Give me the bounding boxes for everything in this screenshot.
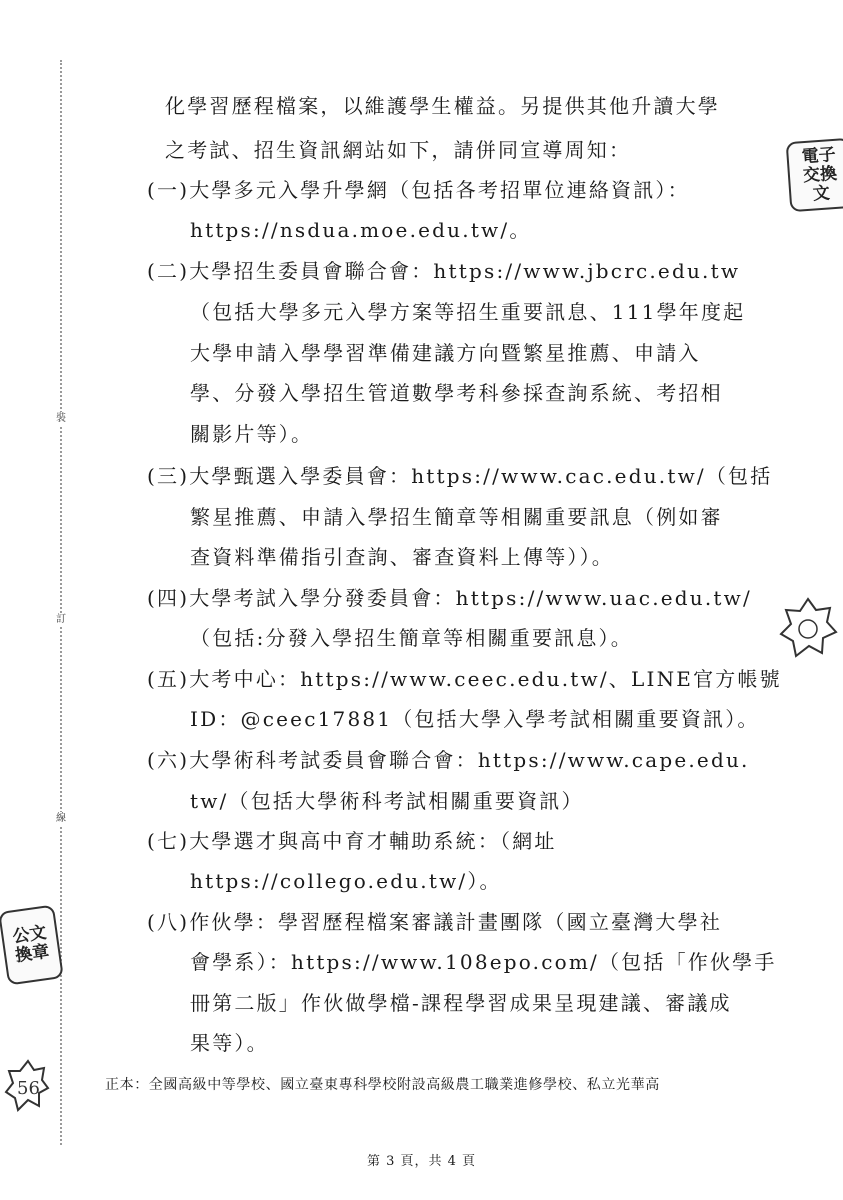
item-text: 大學招生委員會聯合會：https://www.jbcrc.edu.tw (189, 259, 741, 283)
list-item-2-line: 大學申請入學學習準備建議方向暨繁星推薦、申請入 (190, 341, 701, 365)
seal-number: 56 (17, 1078, 40, 1099)
item-text: 大學考試入學分發委員會：https://www.uac.edu.tw/ (189, 586, 752, 610)
page-number: 第 3 頁，共 4 頁 (366, 1154, 477, 1169)
binding-mark-top: 裝 (56, 413, 66, 424)
binding-mark-bottom: 線 (56, 813, 66, 824)
list-item-5 (147, 665, 782, 693)
item-label: (五) (147, 667, 190, 691)
list-item-6-line: tw/（包括大學術科考試相關重要資訊） (190, 789, 584, 813)
list-item-3-line: 查資料準備指引查詢、審查資料上傳等））。 (190, 545, 614, 569)
list-item-5-line: ID：@ceec17881（包括大學入學考試相關重要資訊）。 (190, 707, 760, 731)
item-text: 大學多元入學升學網（包括各考招單位連絡資訊）： (189, 178, 690, 202)
seal-icon-right (778, 596, 838, 662)
list-item-8 (147, 908, 722, 936)
binding-mark-middle: 訂 (56, 614, 66, 625)
item-label: (八) (147, 910, 190, 934)
item-label: (二) (147, 259, 190, 283)
list-item-2-line: 關影片等）。 (190, 422, 314, 446)
list-item-8-line: 冊第二版」作伙做學檔-課程學習成果呈現建議、審議成 (190, 991, 732, 1015)
list-item-7-line: https://collego.edu.tw/）。 (190, 869, 502, 893)
exchange-stamp-right (786, 138, 843, 212)
list-item-8-line: 會學系）：https://www.108epo.com/（包括「作伙學手 (190, 950, 777, 974)
carbon-copy-line: 正本：全國高級中等學校、國立臺東專科學校附設高級農工職業進修學校、私立光華高 (105, 1077, 660, 1093)
list-item-4 (147, 584, 752, 612)
item-label: (三) (147, 464, 190, 488)
item-label: (七) (147, 829, 190, 853)
list-item-3 (147, 462, 772, 490)
list-item-8-line: 果等）。 (190, 1031, 269, 1055)
stamp-text: 公文換章 (11, 922, 51, 967)
list-item-2-line: （包括大學多元入學方案等招生重要訊息、111學年度起 (190, 300, 746, 324)
item-label: (六) (147, 748, 190, 772)
list-item-1 (147, 176, 690, 204)
item-text: 作伙學：學習歷程檔案審議計畫團隊（國立臺灣大學社 (189, 910, 723, 934)
list-item-2-line: 學、分發入學招生管道數學考科參採查詢系統、考招相 (190, 381, 723, 405)
item-label: (四) (147, 586, 190, 610)
item-text: 大學選才與高中育才輔助系統：（網址 (189, 829, 557, 853)
item-text: 大學甄選入學委員會：https://www.cac.edu.tw/（包括 (189, 464, 773, 488)
item-label: (一) (147, 178, 190, 202)
list-item-7 (147, 827, 557, 855)
list-item-6 (147, 746, 750, 774)
list-item-3-line: 繁星推薦、申請入學招生簡章等相關重要訊息（例如審 (190, 505, 723, 529)
stamp-text: 電子交換文 (800, 144, 838, 205)
exchange-stamp-left (0, 904, 64, 985)
intro-line-2: 之考試、招生資訊網站如下，請併同宣導周知： (165, 138, 632, 162)
list-item-4-line: （包括:分發入學招生簡章等相關重要訊息）。 (190, 626, 633, 650)
list-item-2 (147, 257, 740, 285)
binding-line (60, 60, 62, 1145)
item-text: 大考中心：https://www.ceec.edu.tw/、LINE官方帳號 (189, 667, 782, 691)
item-text: 大學術科考試委員會聯合會：https://www.cape.edu. (189, 748, 750, 772)
list-item-1-line: https://nsdua.moe.edu.tw/。 (190, 218, 532, 242)
seal-icon-left (4, 1058, 50, 1114)
intro-line-1: 化學習歷程檔案，以維護學生權益。另提供其他升讀大學 (165, 94, 720, 118)
